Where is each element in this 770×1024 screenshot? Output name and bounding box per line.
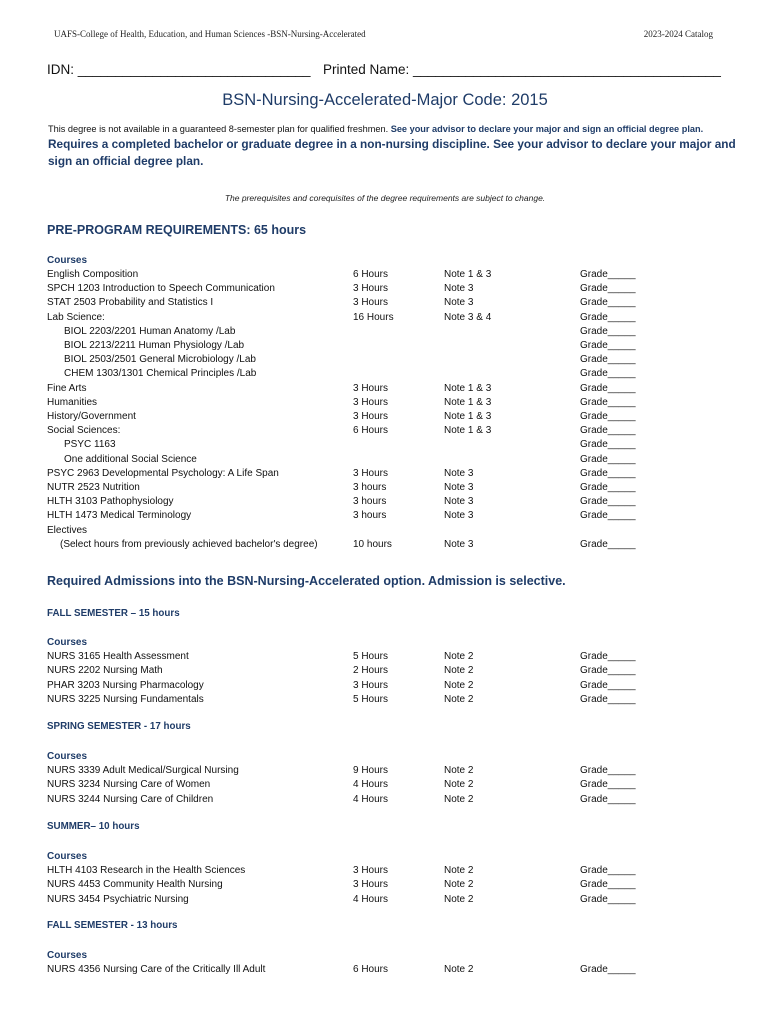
admission-title: Required Admissions into the BSN-Nursing-Accelerated option. Admission is selective. — [47, 574, 566, 588]
grade-blank: Grade_____ — [580, 510, 636, 522]
grade-blank: Grade_____ — [580, 679, 636, 691]
degree-availability-note — [48, 124, 703, 134]
grade-blank: Grade_____ — [580, 538, 636, 550]
grade-blank: Grade_____ — [580, 325, 636, 337]
table-row — [0, 764, 770, 778]
grade-blank: Grade_____ — [580, 964, 636, 975]
table-row — [0, 509, 770, 523]
grade-blank: Grade_____ — [580, 651, 636, 662]
course-name: English Composition — [47, 269, 139, 280]
course-note: Note 1 & 3 — [444, 411, 492, 422]
course-note: Note 3 & 4 — [444, 311, 492, 323]
grade-blank: Grade_____ — [580, 693, 636, 705]
courses-label-text: Courses — [47, 950, 88, 961]
courses-label — [0, 949, 770, 963]
table-row — [0, 396, 770, 410]
course-note: Note 3 — [444, 467, 474, 479]
course-note: Note 3 — [444, 538, 474, 550]
table-row — [0, 793, 770, 807]
grade-blank: Grade_____ — [580, 779, 636, 791]
course-note: Note 3 — [444, 482, 474, 493]
course-hours: 5 Hours — [353, 651, 389, 662]
grade-blank: Grade_____ — [580, 269, 636, 280]
course-note: Note 3 — [444, 297, 474, 309]
table-row — [0, 778, 770, 792]
course-note: Note 2 — [444, 665, 474, 677]
course-hours: 6 Hours — [353, 425, 389, 437]
course-hours: 3 Hours — [353, 382, 389, 394]
course-name: NURS 3165 Health Assessment — [47, 651, 189, 662]
table-row — [0, 963, 770, 977]
course-note: Note 1 & 3 — [444, 396, 492, 408]
course-name: NURS 3339 Adult Medical/Surgical Nursing — [47, 765, 239, 776]
table-row — [0, 878, 770, 892]
semester-title: SPRING SEMESTER - 17 hours — [47, 721, 191, 732]
grade-blank: Grade_____ — [580, 411, 636, 422]
preprogram-title: PRE-PROGRAM REQUIREMENTS: 65 hours — [47, 223, 307, 237]
course-note: Note 3 — [444, 283, 474, 295]
advisor-note: See your advisor to declare your major and sign an official degree plan. — [390, 124, 704, 134]
course-name: HLTH 4103 Research in the Health Sciences — [47, 865, 246, 876]
grade-blank: Grade_____ — [580, 496, 636, 508]
table-row — [0, 693, 770, 707]
course-hours: 3 Hours — [353, 297, 389, 309]
grade-blank: Grade_____ — [580, 354, 636, 366]
grade-blank: Grade_____ — [580, 382, 636, 394]
course-name: Electives — [47, 524, 88, 536]
course-name: CHEM 1303/1301 Chemical Principles /Lab — [64, 368, 257, 380]
semester-title: FALL SEMESTER – 15 hours — [47, 608, 180, 619]
course-note: Note 2 — [444, 779, 474, 791]
grade-blank: Grade_____ — [580, 879, 636, 891]
table-row — [0, 650, 770, 664]
course-hours: 3 Hours — [353, 679, 389, 691]
grade-blank: Grade_____ — [580, 439, 636, 451]
grade-blank: Grade_____ — [580, 283, 636, 295]
grade-blank: Grade_____ — [580, 893, 636, 905]
course-name: PSYC 1163 — [64, 439, 116, 451]
degree-requirement-note: Requires a completed bachelor or graduate degree in a non-nursing discipline. See your advisor to declare your major and sign an official degree plan. — [48, 137, 736, 168]
course-hours: 3 hours — [353, 482, 387, 493]
table-row — [0, 296, 770, 310]
course-name: Social Sciences: — [47, 425, 121, 437]
course-note: Note 3 — [444, 510, 474, 522]
course-name: NURS 4356 Nursing Care of the Critically Ill Adult — [47, 964, 266, 975]
table-row — [0, 453, 770, 467]
course-hours: 3 Hours — [353, 411, 389, 422]
grade-blank: Grade_____ — [580, 482, 636, 493]
courses-label-text: Courses — [47, 851, 88, 862]
course-note: Note 2 — [444, 793, 474, 805]
courses-label-text: Courses — [47, 637, 88, 648]
course-name: PSYC 2963 Developmental Psychology: A Life Span — [47, 467, 279, 479]
course-hours: 5 Hours — [353, 693, 389, 705]
course-note: Note 2 — [444, 693, 474, 705]
table-row — [0, 424, 770, 438]
course-hours: 3 Hours — [353, 879, 389, 891]
course-hours: 3 Hours — [353, 467, 389, 479]
availability-text: This degree is not available in a guaranteed 8-semester plan for qualified freshmen. — [48, 124, 391, 134]
table-row — [0, 679, 770, 693]
course-name: BIOL 2503/2501 General Microbiology /Lab — [64, 354, 256, 366]
page-title: BSN-Nursing-Accelerated-Major Code: 2015 — [222, 91, 548, 109]
course-note: Note 1 & 3 — [444, 269, 492, 280]
course-name: NURS 3234 Nursing Care of Women — [47, 779, 211, 791]
course-name: Humanities — [47, 396, 98, 408]
table-row — [0, 893, 770, 907]
course-name: Fine Arts — [47, 382, 87, 394]
course-name: NUTR 2523 Nutrition — [47, 482, 140, 493]
prerequisite-note: The prerequisites and corequisites of the degree requirements are subject to change. — [224, 193, 546, 203]
courses-label — [0, 850, 770, 864]
course-name: BIOL 2203/2201 Human Anatomy /Lab — [64, 325, 236, 337]
course-name: STAT 2503 Probability and Statistics I — [47, 297, 214, 309]
table-row — [0, 268, 770, 282]
grade-blank: Grade_____ — [580, 453, 636, 465]
course-name: HLTH 1473 Medical Terminology — [47, 510, 192, 522]
course-note: Note 2 — [444, 865, 474, 876]
course-hours: 10 hours — [353, 538, 392, 550]
courses-label — [0, 636, 770, 650]
grade-blank: Grade_____ — [580, 865, 636, 876]
course-name: BIOL 2213/2211 Human Physiology /Lab — [64, 340, 245, 351]
grade-blank: Grade_____ — [580, 665, 636, 677]
table-row — [0, 339, 770, 353]
table-row — [0, 664, 770, 678]
course-hours: 3 hours — [353, 496, 387, 508]
course-note: Note 2 — [444, 679, 474, 691]
semester-title: FALL SEMESTER - 13 hours — [47, 920, 178, 931]
course-name: One additional Social Science — [64, 453, 197, 465]
grade-blank: Grade_____ — [580, 425, 636, 437]
table-row — [0, 410, 770, 424]
course-note: Note 1 & 3 — [444, 382, 492, 394]
course-hours: 6 Hours — [353, 269, 389, 280]
courses-label-text: Courses — [47, 751, 88, 762]
courses-label — [0, 254, 770, 268]
table-row — [0, 864, 770, 878]
grade-blank: Grade_____ — [580, 765, 636, 776]
course-note: Note 2 — [444, 879, 474, 891]
course-name: NURS 4453 Community Health Nursing — [47, 879, 223, 891]
courses-label — [0, 750, 770, 764]
table-row — [0, 524, 770, 538]
course-name: SPCH 1203 Introduction to Speech Communication — [47, 283, 275, 295]
grade-blank: Grade_____ — [580, 340, 636, 351]
course-hours: 16 Hours — [353, 311, 394, 323]
semester-title: SUMMER– 10 hours — [47, 821, 140, 832]
course-hours: 3 Hours — [353, 396, 389, 408]
page-header-left: UAFS-College of Health, Education, and Human Sciences -BSN-Nursing-Accelerated — [54, 29, 366, 39]
table-row — [0, 481, 770, 495]
course-name: Lab Science: — [47, 311, 105, 323]
grade-blank: Grade_____ — [580, 311, 636, 323]
course-note: Note 2 — [444, 651, 474, 662]
course-name: History/Government — [47, 411, 136, 422]
page-header-right: 2023-2024 Catalog — [643, 29, 713, 39]
course-hours: 2 Hours — [353, 665, 389, 677]
course-hours: 6 Hours — [353, 964, 389, 975]
grade-blank: Grade_____ — [580, 793, 636, 805]
table-row — [0, 325, 770, 339]
course-hours: 4 Hours — [353, 793, 389, 805]
course-hours: 3 hours — [353, 510, 387, 522]
courses-label-text: Courses — [47, 255, 88, 266]
course-name: HLTH 3103 Pathophysiology — [47, 496, 174, 508]
table-row — [0, 311, 770, 325]
grade-blank: Grade_____ — [580, 467, 636, 479]
course-hours: 4 Hours — [353, 893, 389, 905]
table-row — [0, 438, 770, 452]
grade-blank: Grade_____ — [580, 368, 636, 380]
course-name: NURS 3244 Nursing Care of Children — [47, 793, 214, 805]
course-hours: 3 Hours — [353, 865, 389, 876]
course-hours: 3 Hours — [353, 283, 389, 295]
table-row — [0, 353, 770, 367]
table-row — [0, 382, 770, 396]
course-hours: 9 Hours — [353, 765, 389, 776]
course-name: PHAR 3203 Nursing Pharmacology — [47, 679, 204, 691]
course-name: (Select hours from previously achieved bachelor's degree) — [60, 538, 318, 550]
course-hours: 4 Hours — [353, 779, 389, 791]
course-name: NURS 3454 Psychiatric Nursing — [47, 893, 189, 905]
table-row — [0, 367, 770, 381]
table-row — [0, 467, 770, 481]
course-note: Note 2 — [444, 964, 474, 975]
course-note: Note 2 — [444, 765, 474, 776]
table-row — [0, 282, 770, 296]
printed-name-field: Printed Name: _________________________________________ — [323, 62, 721, 77]
course-note: Note 3 — [444, 496, 474, 508]
grade-blank: Grade_____ — [580, 396, 636, 408]
table-row — [0, 538, 770, 552]
grade-blank: Grade_____ — [580, 297, 636, 309]
course-name: NURS 3225 Nursing Fundamentals — [47, 693, 204, 705]
course-note: Note 1 & 3 — [444, 425, 492, 437]
idn-field: IDN: _______________________________ — [47, 62, 311, 77]
course-note: Note 2 — [444, 893, 474, 905]
table-row — [0, 495, 770, 509]
course-name: NURS 2202 Nursing Math — [47, 665, 163, 677]
